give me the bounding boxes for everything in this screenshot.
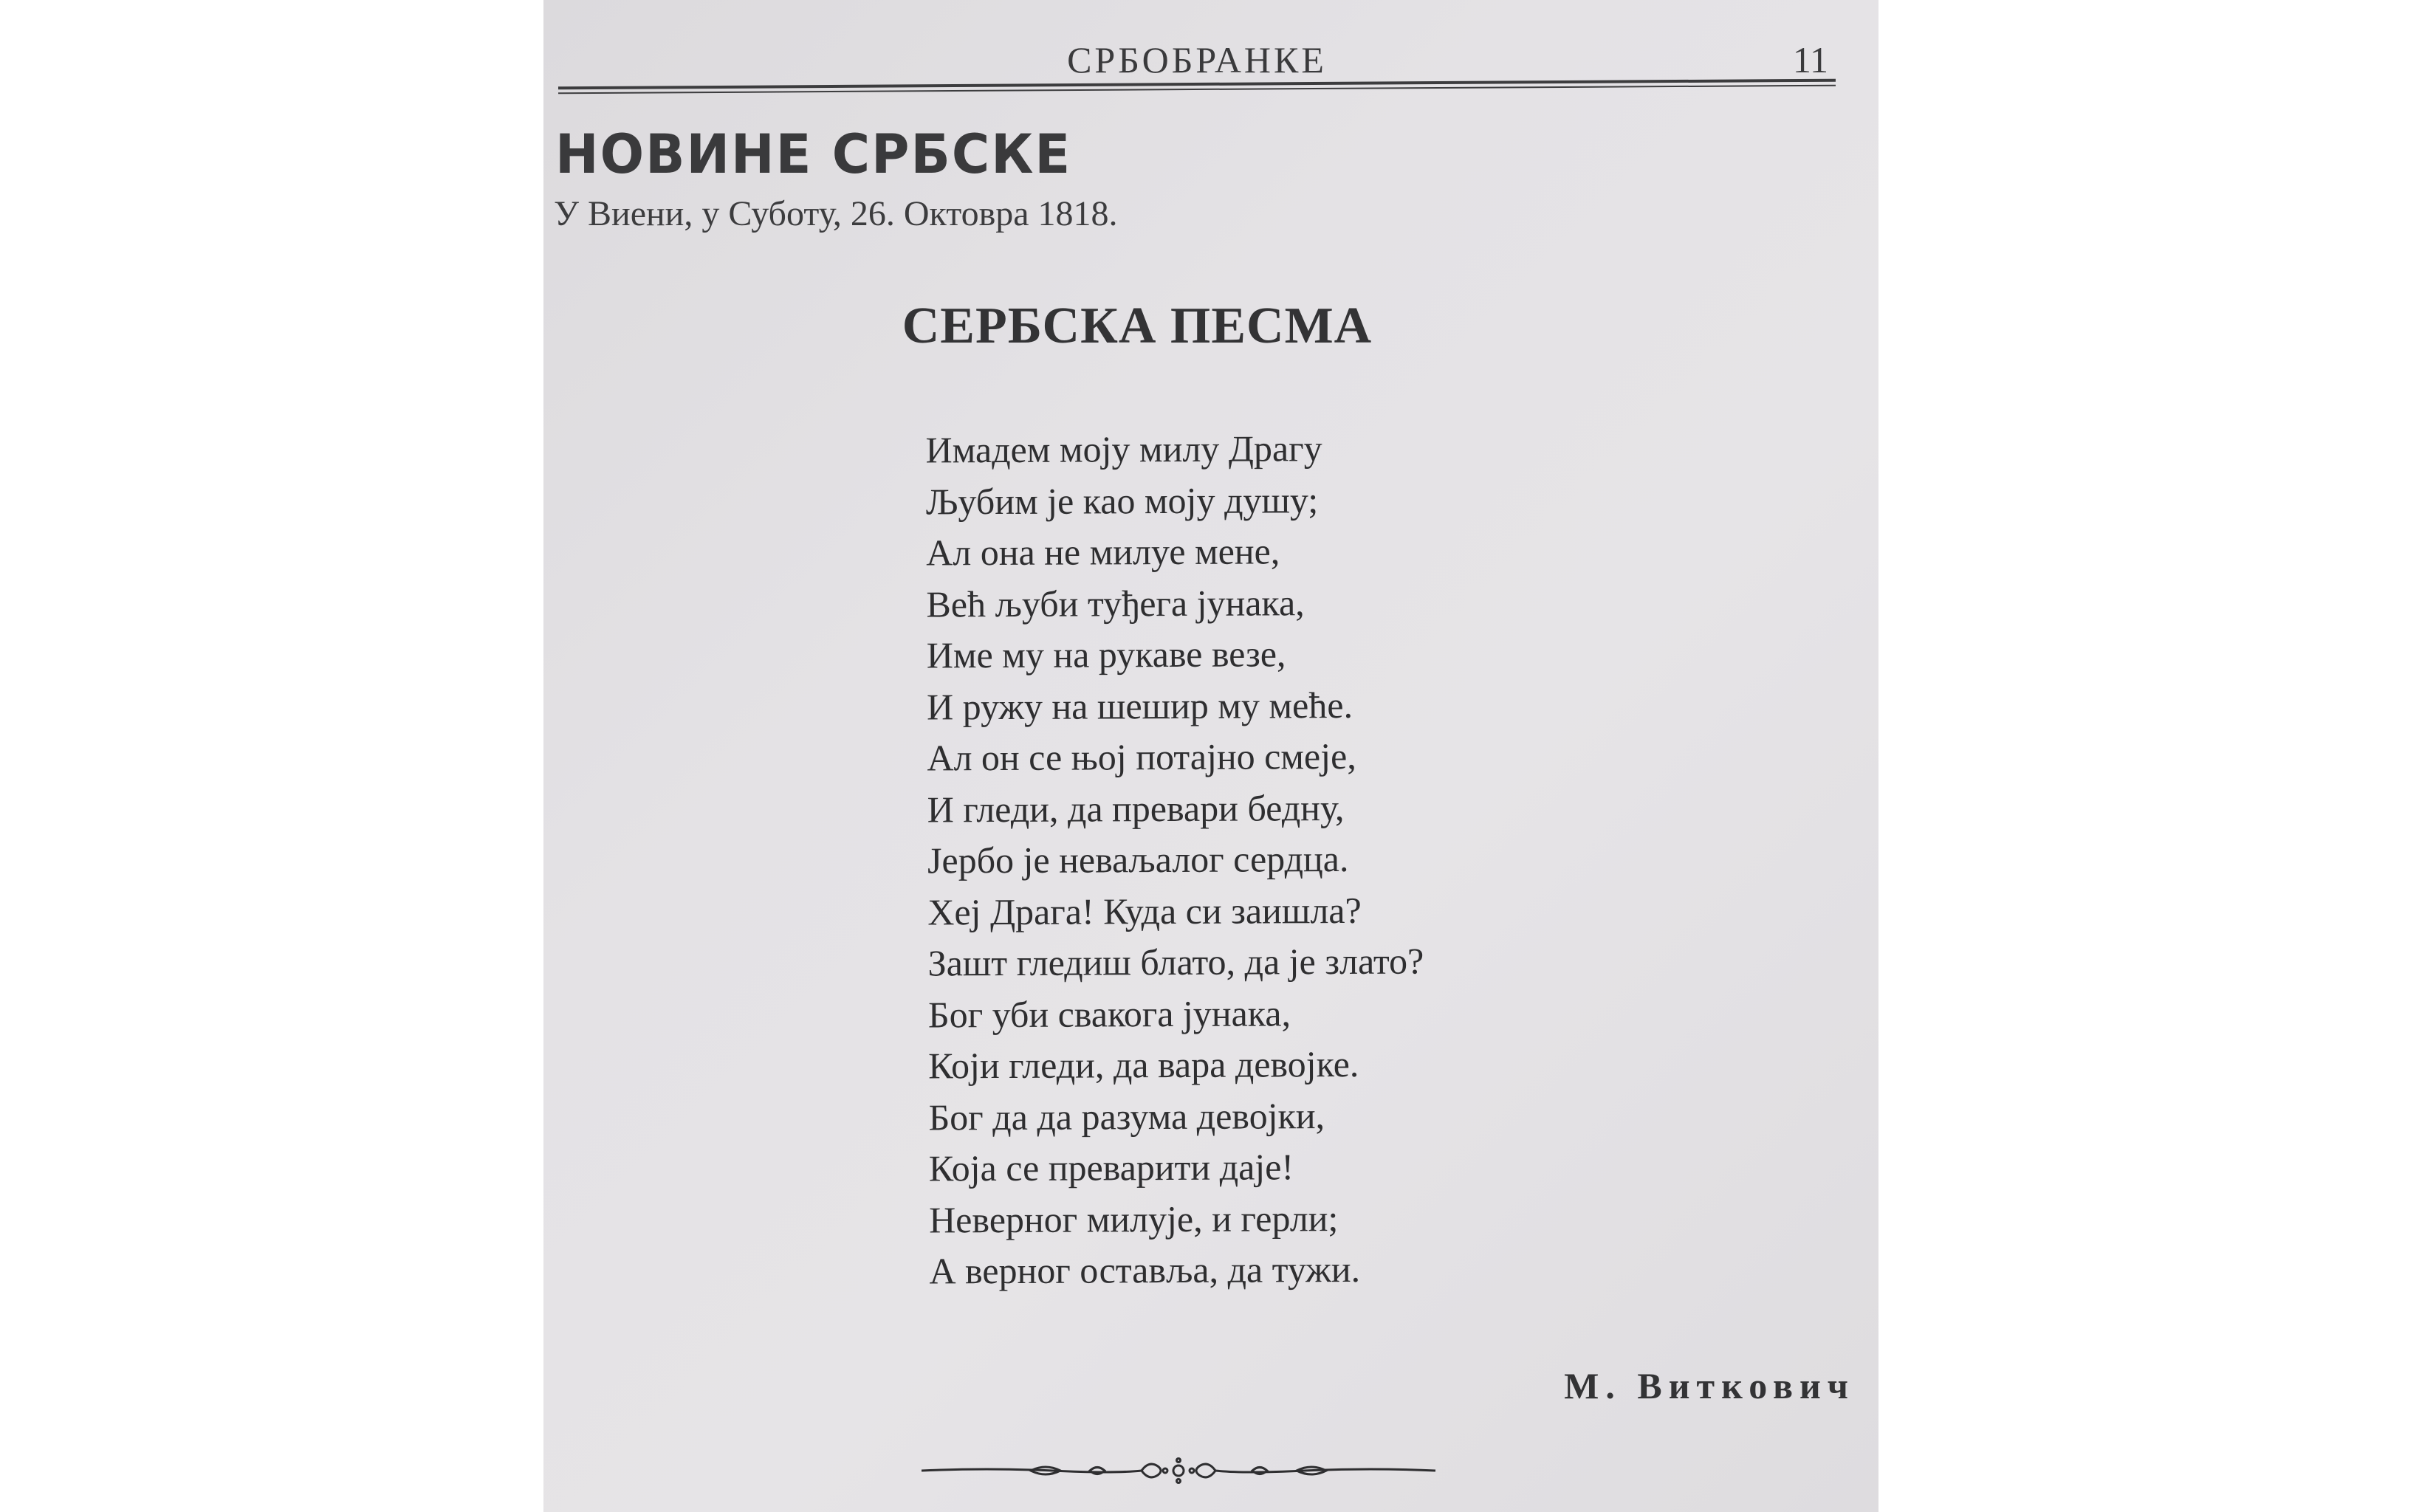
page-number: 11 [1792, 39, 1828, 80]
poem-line: Имадем моју милу Драгу [925, 427, 1322, 471]
poem-line: А верног оставља, да тужи. [929, 1248, 1361, 1292]
poem-line: Име му на рукаве везе, [926, 633, 1286, 676]
poem-line: Љубим је као моју душу; [925, 478, 1319, 522]
poem-line: Хеј Драга! Куда си заишла? [927, 889, 1362, 932]
poem-line: Ал он се њој потајно смеје, [927, 735, 1356, 779]
poem-line: Бог уби свакога јунака, [927, 992, 1291, 1035]
poem-line: И гледи, да превари бедну, [927, 786, 1345, 830]
poem-line: Која се преварити даје! [928, 1146, 1294, 1189]
book-page [543, 0, 1878, 1512]
poem-line: Који гледи, да вара девојке. [928, 1042, 1359, 1087]
poem-title: СЕРБСКА ПЕСМА [902, 298, 1373, 354]
poem-line: Ал она не милуе мене, [926, 530, 1280, 574]
poem-line: Бог да да разума девојки, [928, 1094, 1325, 1138]
poem-line: Зашт гледиш блато, да је злато? [927, 940, 1424, 984]
poem-line: Већ љуби туђега јунака, [926, 581, 1305, 625]
ornamental-divider [920, 1453, 1437, 1488]
poem-body [925, 423, 1425, 1297]
poem-line: И ружу на шешир му меће. [926, 684, 1353, 727]
poem-line: Јербо је неваљалог сердца. [927, 837, 1349, 882]
running-header [558, 38, 1836, 83]
running-title: СРБОБРАНКЕ [1067, 39, 1327, 80]
poem-line: Неверног милује, и герли; [929, 1197, 1339, 1240]
author-signature: М. Виткович [1564, 1365, 1855, 1406]
dateline: У Виени, у Суботу, 26. Октовра 1818. [554, 194, 1118, 233]
newspaper-masthead: НОВИНЕ СРБСКЕ [555, 122, 1072, 187]
